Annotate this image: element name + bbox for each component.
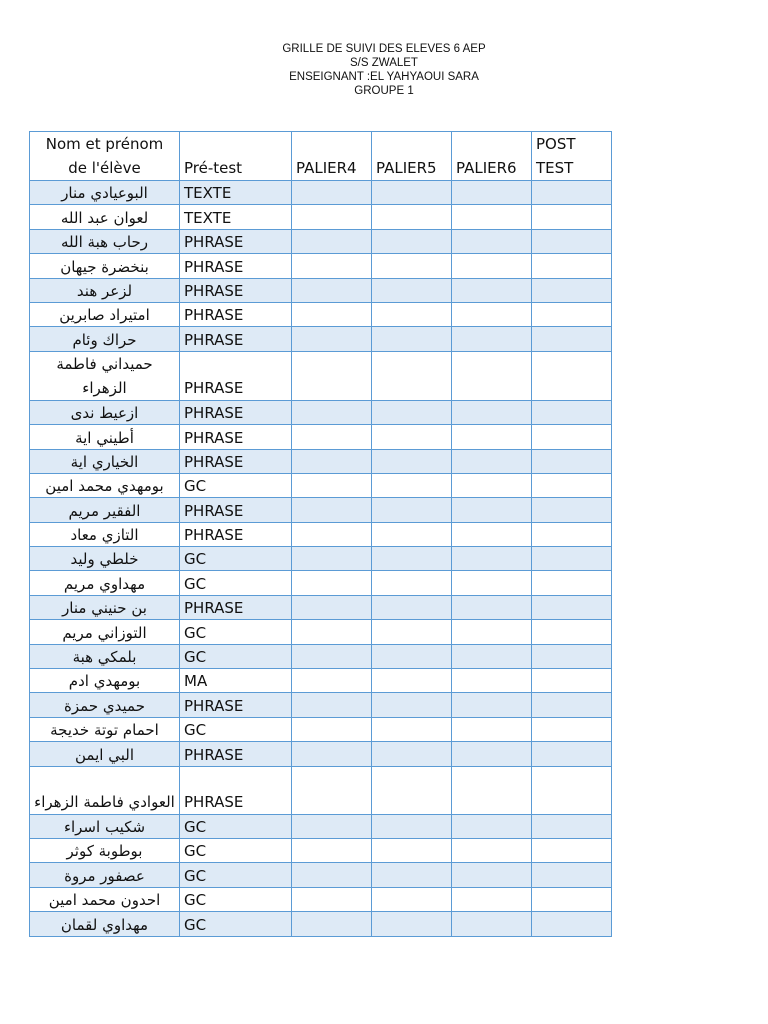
table-row (30, 766, 612, 814)
pretest-cell: PHRASE (180, 742, 292, 766)
posttest-cell (532, 278, 612, 302)
column-header-palier6: PALIER6 (452, 132, 532, 181)
palier5-cell (372, 498, 452, 522)
palier6-cell (452, 254, 532, 278)
student-name-cell: ازعيط ندى (30, 400, 180, 424)
student-name-cell: لزعر هند (30, 278, 180, 302)
student-name-cell: بوطوبة كوثر (30, 838, 180, 862)
posttest-cell (532, 181, 612, 205)
table-row (30, 302, 612, 326)
student-name-cell: شكيب اسراء (30, 814, 180, 838)
pretest-cell: GC (180, 887, 292, 911)
table-row (30, 229, 612, 253)
palier4-cell (292, 863, 372, 887)
palier4-cell (292, 498, 372, 522)
palier5-cell (372, 473, 452, 497)
palier6-cell (452, 302, 532, 326)
posttest-cell (532, 887, 612, 911)
student-name-cell: التازي معاد (30, 522, 180, 546)
posttest-cell (532, 425, 612, 449)
posttest-cell (532, 254, 612, 278)
palier4-cell (292, 766, 372, 814)
pretest-cell: GC (180, 571, 292, 595)
pretest-cell: PHRASE (180, 449, 292, 473)
palier4-cell (292, 742, 372, 766)
table-row (30, 473, 612, 497)
table-row (30, 620, 612, 644)
palier4-cell (292, 400, 372, 424)
posttest-cell (532, 717, 612, 741)
posttest-cell (532, 863, 612, 887)
student-name-cell: البي ايمن (30, 742, 180, 766)
palier4-cell (292, 547, 372, 571)
palier4-cell (292, 473, 372, 497)
table-body (30, 181, 612, 937)
table-row (30, 205, 612, 229)
student-name-cell: الخياري اية (30, 449, 180, 473)
palier5-cell (372, 278, 452, 302)
pretest-cell: PHRASE (180, 766, 292, 814)
posttest-cell (532, 669, 612, 693)
column-header-posttest: POST TEST (532, 132, 612, 181)
palier6-cell (452, 620, 532, 644)
pretest-cell: GC (180, 644, 292, 668)
pretest-cell: TEXTE (180, 205, 292, 229)
student-name-cell: عصفور مروة (30, 863, 180, 887)
palier6-cell (452, 278, 532, 302)
student-name-cell: البوعيادي منار (30, 181, 180, 205)
palier6-cell (452, 498, 532, 522)
pretest-cell: PHRASE (180, 595, 292, 619)
student-name-cell: خلطي وليد (30, 547, 180, 571)
student-name-cell: حميدي حمزة (30, 693, 180, 717)
pretest-cell: PHRASE (180, 522, 292, 546)
table-row (30, 912, 612, 936)
posttest-cell (532, 327, 612, 351)
palier5-cell (372, 229, 452, 253)
palier6-cell (452, 717, 532, 741)
palier6-cell (452, 766, 532, 814)
pretest-cell: PHRASE (180, 498, 292, 522)
palier4-cell (292, 571, 372, 595)
teacher-line: ENSEIGNANT :EL YAHYAOUI SARA (289, 71, 479, 83)
student-name-cell: مهداوي لقمان (30, 912, 180, 936)
palier6-cell (452, 425, 532, 449)
palier6-cell (452, 863, 532, 887)
posttest-cell (532, 205, 612, 229)
palier6-cell (452, 229, 532, 253)
palier5-cell (372, 912, 452, 936)
student-name-cell: أطيني اية (30, 425, 180, 449)
palier6-cell (452, 522, 532, 546)
palier5-cell (372, 205, 452, 229)
palier6-cell (452, 669, 532, 693)
palier5-cell (372, 814, 452, 838)
palier6-cell (452, 351, 532, 400)
pretest-cell: PHRASE (180, 278, 292, 302)
pretest-cell: GC (180, 863, 292, 887)
table-row (30, 278, 612, 302)
posttest-cell (532, 522, 612, 546)
table-header-row (30, 132, 612, 181)
pretest-cell: GC (180, 717, 292, 741)
student-name-cell: بومهدي محمد امين (30, 473, 180, 497)
student-name-cell: لعوان عبد الله (30, 205, 180, 229)
student-name-cell: العوادي فاطمة الزهراء (30, 766, 180, 814)
palier4-cell (292, 595, 372, 619)
table-row (30, 425, 612, 449)
student-name-cell: حراك وئام (30, 327, 180, 351)
palier6-cell (452, 595, 532, 619)
student-name-cell: مهداوي مريم (30, 571, 180, 595)
table-row (30, 838, 612, 862)
palier6-cell (452, 912, 532, 936)
posttest-cell (532, 814, 612, 838)
palier6-cell (452, 547, 532, 571)
student-name-cell: امتيراد صابرين (30, 302, 180, 326)
posttest-cell (532, 571, 612, 595)
posttest-cell (532, 595, 612, 619)
palier5-cell (372, 669, 452, 693)
palier4-cell (292, 620, 372, 644)
table-row (30, 400, 612, 424)
palier4-cell (292, 449, 372, 473)
palier6-cell (452, 838, 532, 862)
posttest-cell (532, 547, 612, 571)
pretest-cell: GC (180, 912, 292, 936)
palier5-cell (372, 887, 452, 911)
pretest-cell: GC (180, 473, 292, 497)
posttest-cell (532, 838, 612, 862)
posttest-cell (532, 229, 612, 253)
pretest-cell: MA (180, 669, 292, 693)
palier5-cell (372, 693, 452, 717)
table-row (30, 717, 612, 741)
table-row (30, 644, 612, 668)
student-name-cell: احدون محمد امين (30, 887, 180, 911)
palier5-cell (372, 547, 452, 571)
pretest-cell: PHRASE (180, 400, 292, 424)
pretest-cell: PHRASE (180, 693, 292, 717)
posttest-cell (532, 498, 612, 522)
table-row (30, 327, 612, 351)
palier6-cell (452, 205, 532, 229)
palier4-cell (292, 522, 372, 546)
pretest-cell: PHRASE (180, 351, 292, 400)
posttest-cell (532, 742, 612, 766)
palier4-cell (292, 327, 372, 351)
pretest-cell: GC (180, 838, 292, 862)
table-row (30, 449, 612, 473)
table-row (30, 863, 612, 887)
palier6-cell (452, 571, 532, 595)
pretest-cell: PHRASE (180, 302, 292, 326)
palier4-cell (292, 205, 372, 229)
table-row (30, 498, 612, 522)
posttest-cell (532, 912, 612, 936)
student-tracking-table (29, 131, 612, 937)
palier5-cell (372, 449, 452, 473)
palier5-cell (372, 302, 452, 326)
palier5-cell (372, 717, 452, 741)
palier6-cell (452, 449, 532, 473)
palier5-cell (372, 644, 452, 668)
pretest-cell: PHRASE (180, 425, 292, 449)
palier5-cell (372, 425, 452, 449)
column-header-palier4: PALIER4 (292, 132, 372, 181)
table-row (30, 181, 612, 205)
table-row (30, 254, 612, 278)
palier4-cell (292, 254, 372, 278)
palier4-cell (292, 278, 372, 302)
student-name-cell: الفقير مريم (30, 498, 180, 522)
student-name-cell: بن حنيني منار (30, 595, 180, 619)
document-header (0, 42, 768, 98)
pretest-cell: PHRASE (180, 327, 292, 351)
palier5-cell (372, 351, 452, 400)
palier4-cell (292, 693, 372, 717)
posttest-cell (532, 302, 612, 326)
pretest-cell: GC (180, 620, 292, 644)
pretest-cell: GC (180, 814, 292, 838)
palier6-cell (452, 327, 532, 351)
palier6-cell (452, 742, 532, 766)
table-row (30, 571, 612, 595)
table-row (30, 669, 612, 693)
posttest-cell (532, 473, 612, 497)
palier5-cell (372, 742, 452, 766)
palier5-cell (372, 595, 452, 619)
palier6-cell (452, 473, 532, 497)
palier6-cell (452, 693, 532, 717)
pretest-cell: TEXTE (180, 181, 292, 205)
document-title: GRILLE DE SUIVI DES ELEVES 6 AEP (282, 43, 486, 55)
posttest-cell (532, 351, 612, 400)
posttest-cell (532, 766, 612, 814)
table-row (30, 351, 612, 400)
student-name-cell: بومهدي ادم (30, 669, 180, 693)
palier4-cell (292, 912, 372, 936)
student-name-cell: التوزاني مريم (30, 620, 180, 644)
pretest-cell: PHRASE (180, 254, 292, 278)
student-name-cell: حميداني فاطمة الزهراء (30, 351, 180, 400)
palier4-cell (292, 838, 372, 862)
palier4-cell (292, 669, 372, 693)
posttest-cell (532, 400, 612, 424)
palier4-cell (292, 425, 372, 449)
pretest-cell: GC (180, 547, 292, 571)
palier4-cell (292, 717, 372, 741)
palier6-cell (452, 400, 532, 424)
column-header-palier5: PALIER5 (372, 132, 452, 181)
palier5-cell (372, 863, 452, 887)
group-line: GROUPE 1 (354, 85, 414, 97)
palier5-cell (372, 838, 452, 862)
palier6-cell (452, 887, 532, 911)
table-row (30, 595, 612, 619)
column-header-name: Nom et prénom de l'élève (30, 132, 180, 181)
table-row (30, 742, 612, 766)
palier4-cell (292, 302, 372, 326)
school-subtitle: S/S ZWALET (350, 57, 418, 69)
palier5-cell (372, 254, 452, 278)
pretest-cell: PHRASE (180, 229, 292, 253)
palier6-cell (452, 814, 532, 838)
palier4-cell (292, 351, 372, 400)
posttest-cell (532, 620, 612, 644)
palier4-cell (292, 229, 372, 253)
student-name-cell: بنخضرة جيهان (30, 254, 180, 278)
table-row (30, 814, 612, 838)
posttest-cell (532, 449, 612, 473)
palier4-cell (292, 181, 372, 205)
palier6-cell (452, 644, 532, 668)
palier5-cell (372, 571, 452, 595)
palier5-cell (372, 181, 452, 205)
palier5-cell (372, 327, 452, 351)
palier5-cell (372, 400, 452, 424)
palier4-cell (292, 644, 372, 668)
table-row (30, 887, 612, 911)
palier4-cell (292, 814, 372, 838)
student-name-cell: رحاب هبة الله (30, 229, 180, 253)
palier5-cell (372, 522, 452, 546)
palier5-cell (372, 766, 452, 814)
column-header-pretest: Pré-test (180, 132, 292, 181)
table-row (30, 522, 612, 546)
table-row (30, 693, 612, 717)
posttest-cell (532, 644, 612, 668)
table-row (30, 547, 612, 571)
palier6-cell (452, 181, 532, 205)
student-name-cell: احمام توتة خديجة (30, 717, 180, 741)
palier4-cell (292, 887, 372, 911)
posttest-cell (532, 693, 612, 717)
student-name-cell: بلمكي هبة (30, 644, 180, 668)
palier5-cell (372, 620, 452, 644)
